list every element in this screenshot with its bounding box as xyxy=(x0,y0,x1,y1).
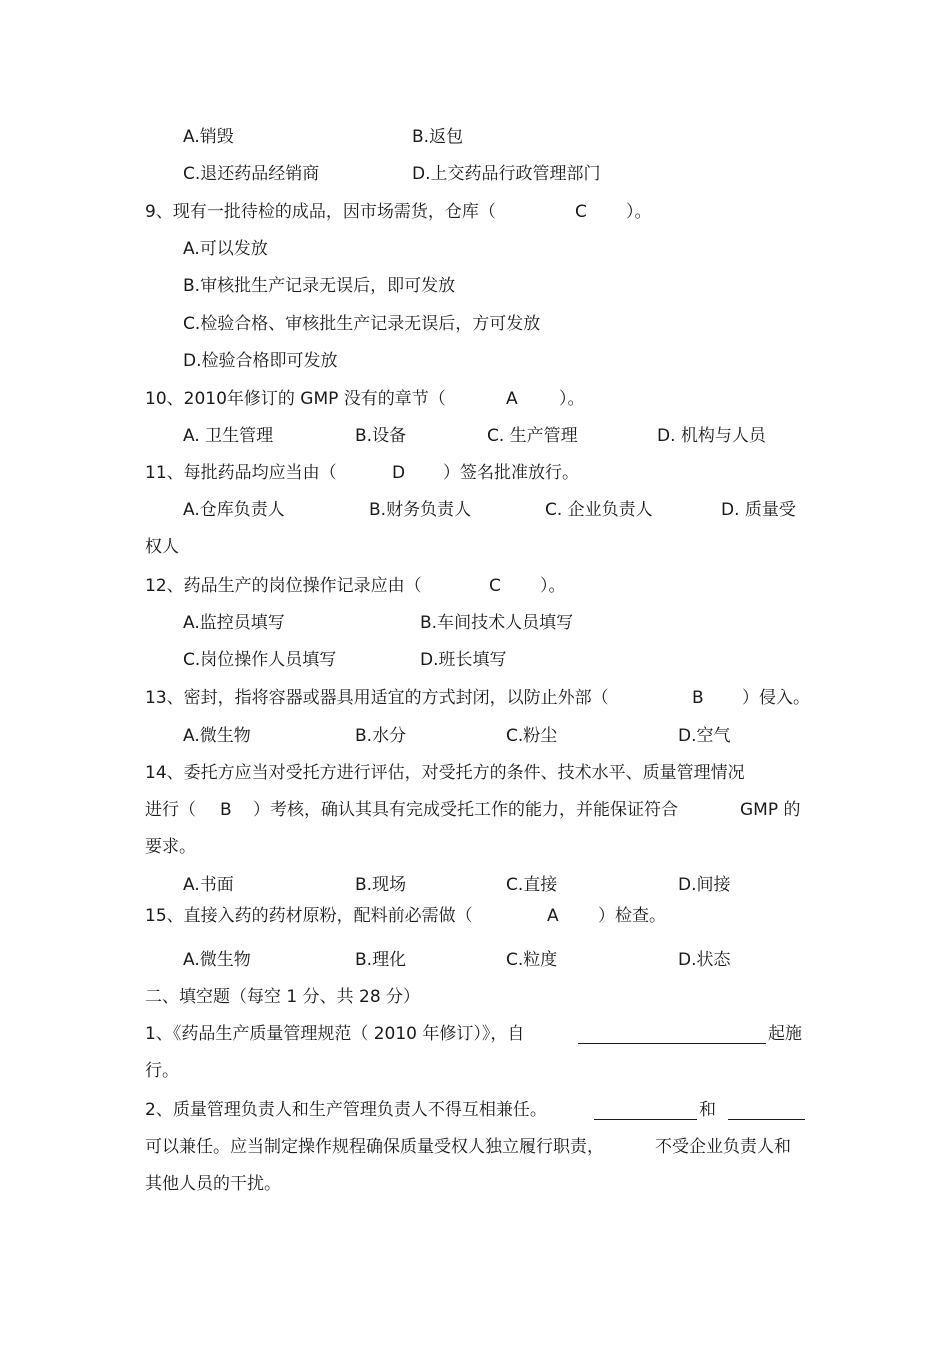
q10-option-b: B.设备 xyxy=(355,426,407,446)
q9-stem: 9、现有一批待检的成品，因市场需货，仓库（ xyxy=(145,202,496,222)
q13-stem-end: ）侵入。 xyxy=(742,688,810,708)
fill-1-continued: 行。 xyxy=(145,1061,179,1081)
q12-stem-end: ）。 xyxy=(540,576,566,596)
fill-2-line-1: 2、质量管理负责人和生产管理负责人不得互相兼任。 xyxy=(145,1100,547,1120)
q15-stem: 15、直接入药的药材原粉，配料前必需做（ xyxy=(145,906,473,926)
q11-option-d: D. 质量受 xyxy=(721,500,796,520)
q15-stem-end: ）检查。 xyxy=(598,906,666,926)
q13-option-d: D.空气 xyxy=(678,726,731,746)
q13-option-c: C.粉尘 xyxy=(506,726,558,746)
q11-option-c: C. 企业负责人 xyxy=(545,500,653,520)
fill-2-and: 和 xyxy=(699,1100,716,1120)
q13-option-b: B.水分 xyxy=(355,726,407,746)
q13-option-a: A.微生物 xyxy=(183,726,251,746)
q15-option-b: B.理化 xyxy=(355,950,407,970)
q11-option-a: A.仓库负责人 xyxy=(183,500,285,520)
q10-stem: 10、2010年修订的 GMP 没有的章节（ xyxy=(145,389,446,409)
q11-option-d-continued: 权人 xyxy=(145,537,179,557)
fill-2-line-3: 其他人员的干扰。 xyxy=(145,1174,281,1194)
q14-line-2-prefix: 进行（ xyxy=(145,800,196,820)
q12-answer: C xyxy=(489,576,501,596)
q10-answer: A xyxy=(506,389,518,409)
q8-option-d: D.上交药品行政管理部门 xyxy=(412,164,601,184)
q9-option-c: C.检验合格、审核批生产记录无误后，方可发放 xyxy=(183,314,541,334)
q10-option-d: D. 机构与人员 xyxy=(657,426,766,446)
fill-2-blank-1[interactable] xyxy=(594,1103,697,1120)
q10-option-c: C. 生产管理 xyxy=(487,426,578,446)
q9-stem-end: ）。 xyxy=(626,202,652,222)
q12-option-b: B.车间技术人员填写 xyxy=(420,613,574,633)
q14-option-b: B.现场 xyxy=(355,875,407,895)
fill-1-prefix: 1、《药品生产质量管理规范（ 2010 年修订）》，自 xyxy=(145,1024,525,1044)
q14-line-2-gmp: GMP 的 xyxy=(740,800,801,820)
q15-option-c: C.粒度 xyxy=(506,950,558,970)
q14-answer: B xyxy=(220,800,232,820)
q12-option-d: D.班长填写 xyxy=(420,650,507,670)
q15-option-a: A.微生物 xyxy=(183,950,251,970)
q14-line-2-suffix: ）考核，确认其具有完成受托工作的能力，并能保证符合 xyxy=(253,800,678,820)
q13-stem: 13、密封，指将容器或器具用适宜的方式封闭，以防止外部（ xyxy=(145,688,609,708)
q12-stem: 12、药品生产的岗位操作记录应由（ xyxy=(145,576,422,596)
q14-option-d: D.间接 xyxy=(678,875,731,895)
q10-stem-end: ）。 xyxy=(559,389,585,409)
q15-answer: A xyxy=(547,906,559,926)
fill-2-blank-2[interactable] xyxy=(728,1103,805,1120)
q8-option-c: C.退还药品经销商 xyxy=(183,164,320,184)
fill-1-blank[interactable] xyxy=(578,1027,766,1044)
q8-option-b: B.返包 xyxy=(412,127,464,147)
q10-option-a: A. 卫生管理 xyxy=(183,426,274,446)
q11-stem-end: ）签名批准放行。 xyxy=(443,463,579,483)
fill-2-line-2a: 可以兼任。应当制定操作规程确保质量受权人独立履行职责， xyxy=(145,1137,604,1157)
fill-1-suffix: 起施 xyxy=(768,1024,802,1044)
q8-option-a: A.销毁 xyxy=(183,127,234,147)
fill-2-line-2b: 不受企业负责人和 xyxy=(655,1137,791,1157)
q14-line-1: 14、委托方应当对受托方进行评估，对受托方的条件、技术水平、质量管理情况 xyxy=(145,763,745,783)
q9-option-b: B.审核批生产记录无误后，即可发放 xyxy=(183,276,456,296)
q9-answer: C xyxy=(575,202,587,222)
q14-line-3: 要求。 xyxy=(145,837,196,857)
section-heading-fill-in: 二、填空题（每空 1 分、共 28 分） xyxy=(145,987,421,1007)
q11-option-b: B.财务负责人 xyxy=(369,500,472,520)
q14-option-a: A.书面 xyxy=(183,875,234,895)
q9-option-a: A.可以发放 xyxy=(183,239,268,259)
q12-option-c: C.岗位操作人员填写 xyxy=(183,650,337,670)
q14-option-c: C.直接 xyxy=(506,875,558,895)
q11-stem: 11、每批药品均应当由（ xyxy=(145,463,337,483)
q11-answer: D xyxy=(392,463,406,483)
q13-answer: B xyxy=(692,688,704,708)
q12-option-a: A.监控员填写 xyxy=(183,613,285,633)
q9-option-d: D.检验合格即可发放 xyxy=(183,351,338,371)
q15-option-d: D.状态 xyxy=(678,950,731,970)
